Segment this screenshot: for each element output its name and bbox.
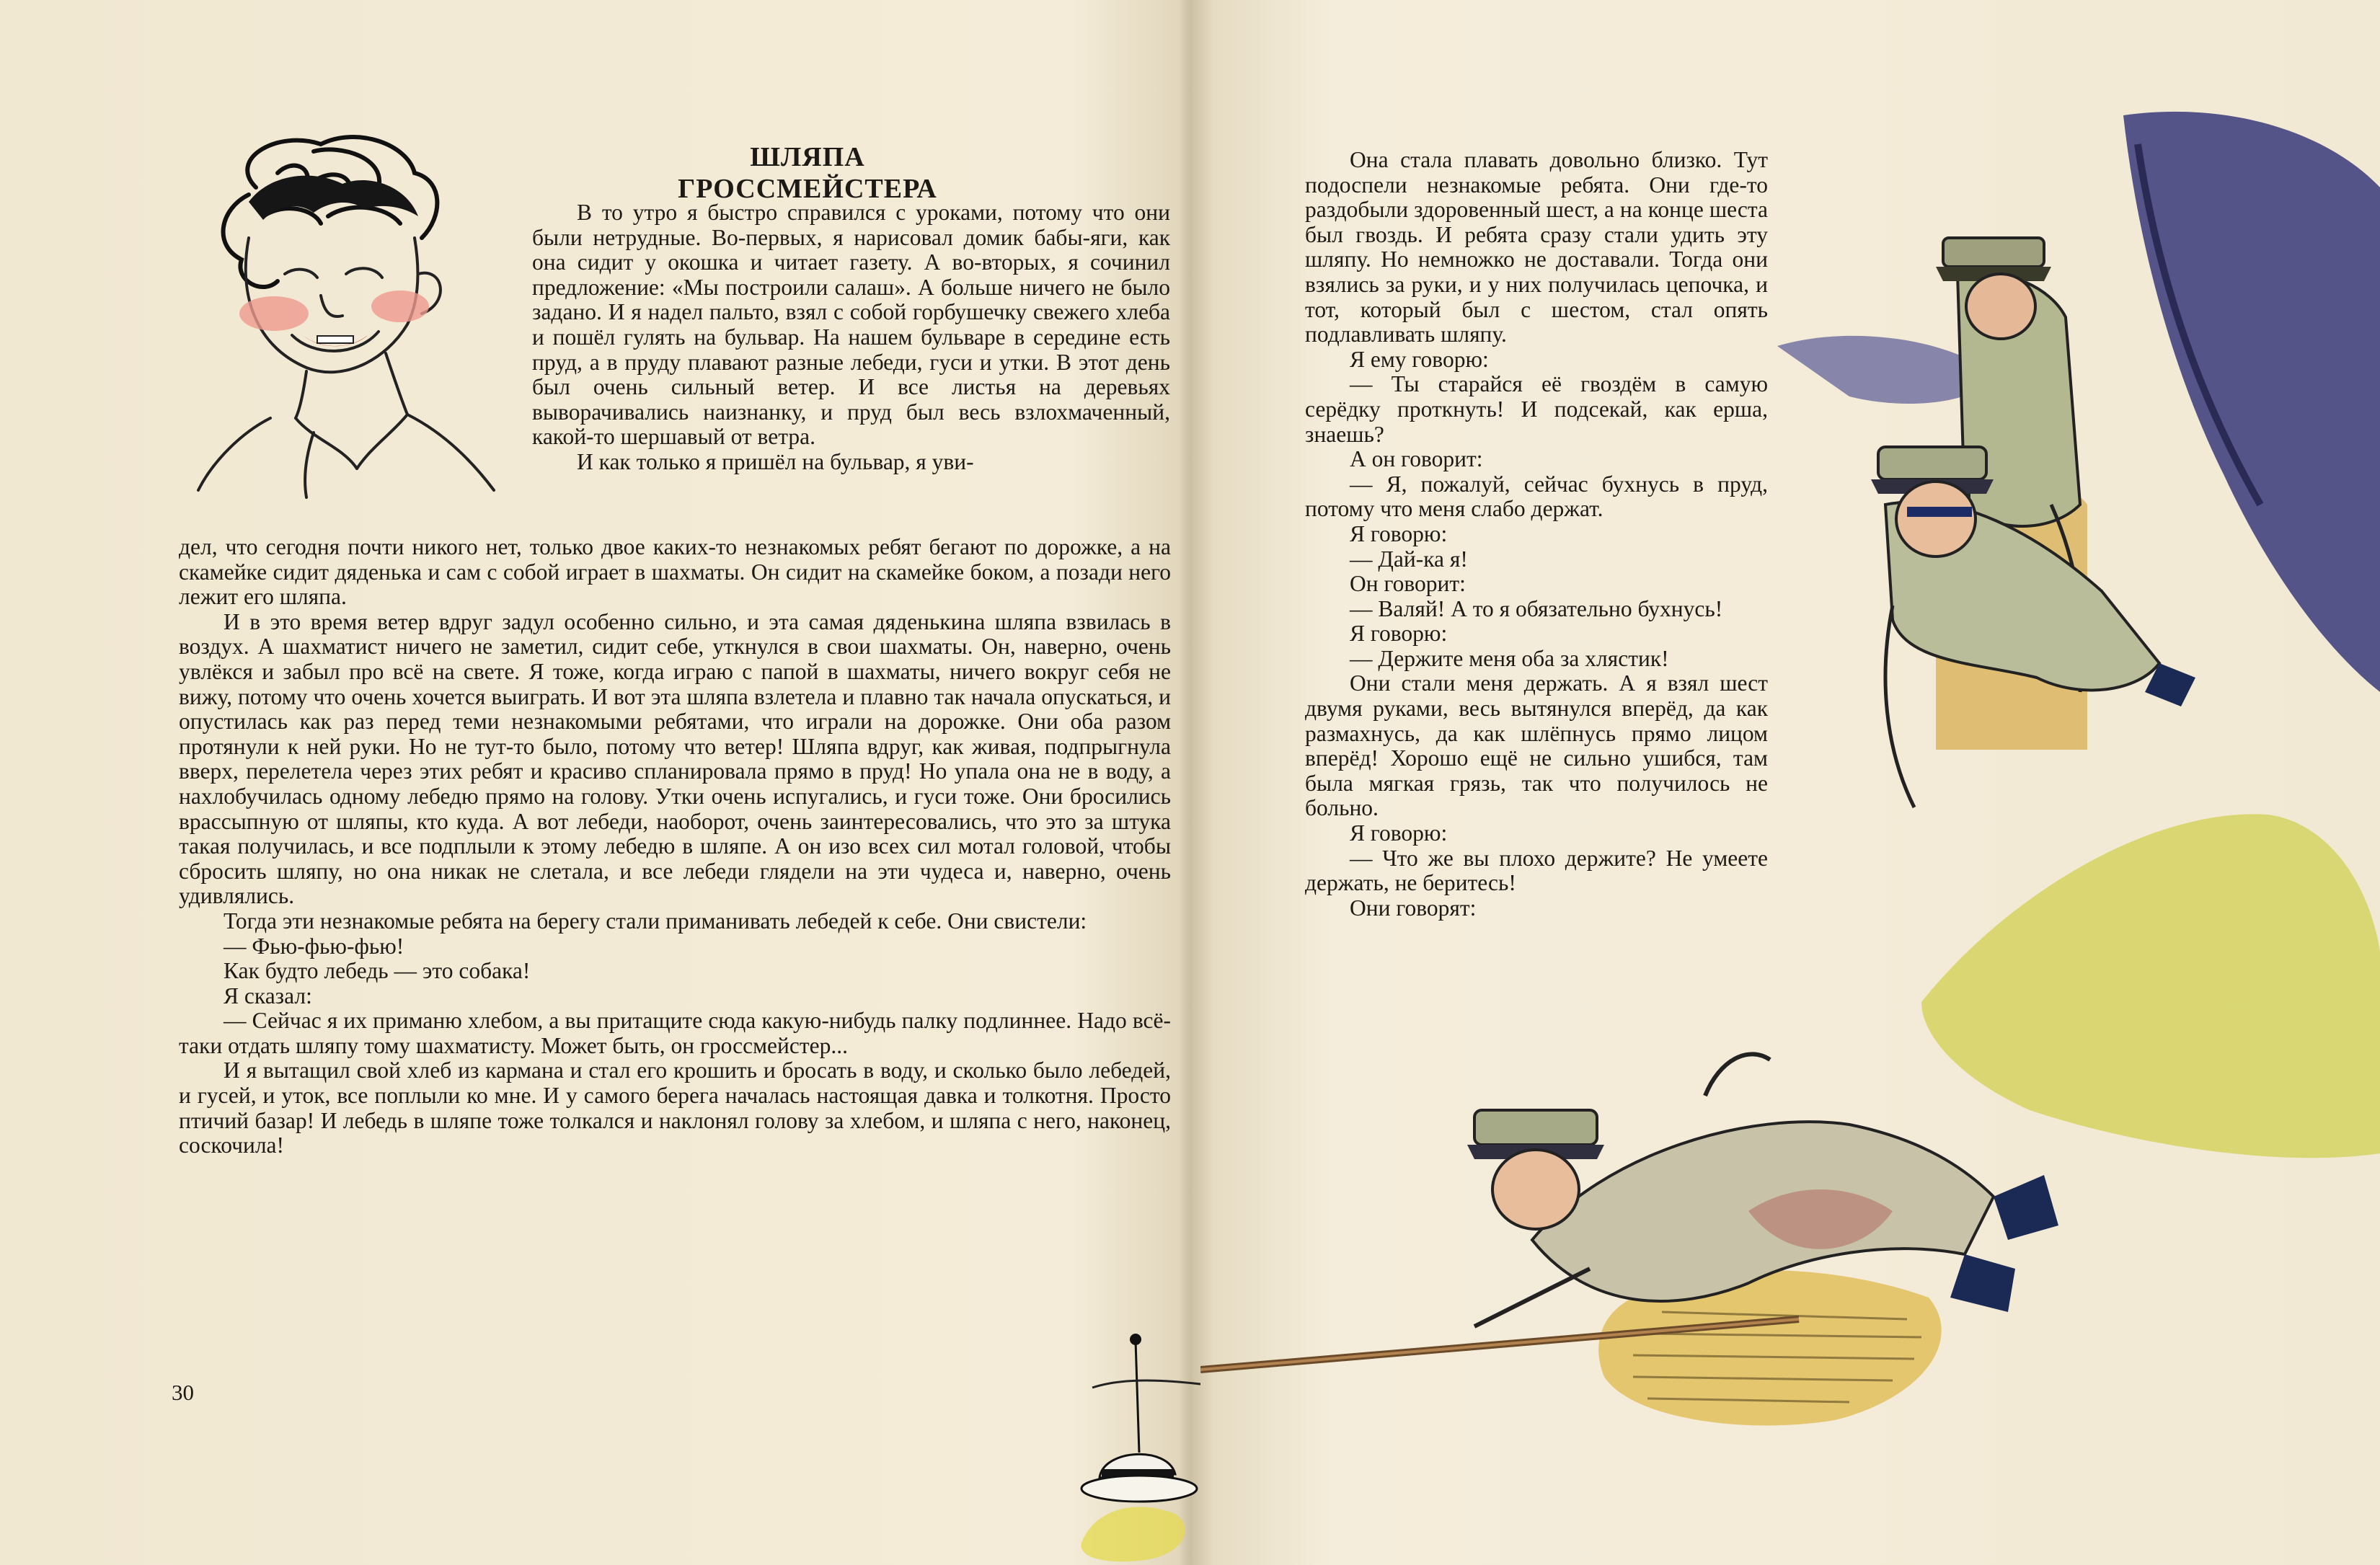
dialogue-line: — Дай-ка я! [1350,546,1468,572]
hat-on-pole-illustration [1067,1326,1200,1565]
paragraph: Они говорят: [1350,895,1477,921]
paragraph: И как только я пришёл на бульвар, я уви- [577,448,974,474]
dialogue-line: — Держите меня оба за хлястик! [1350,645,1669,671]
paragraph: Они стали меня держать. А я взял шест двумя руками, весь вытянулся вперёд, да как размахнусь, да как шлёпнусь прямо лицом вперёд! Хорошо ещё не сильно ушибся, там была мягкая грязь, так что получилось не больно. [1305,670,1768,821]
paragraph: Он говорит: [1350,571,1466,597]
paragraph: А он говорит: [1350,446,1483,472]
dialogue-line: — Валяй! А то я обязательно бухнусь! [1350,595,1723,621]
paragraph: И в это время ветер вдруг задул особенно сильно, и эта самая дяденькина шляпа взвилась в воздух. А шахматист ничего не заметил, сидит себе, уткнулся в свои шахматы. Он, наверно, очень увлёкся и забыл про всё на свете. Я тоже, когда играю с папой в шахматы, ничего вокруг себя не вижу, потому что очень хочется выиграть. И вот эта шляпа взлетела и плавно так начала опускаться, и опустилась как раз перед теми незнакомыми ребятами, что играли на дорожке. Они оба разом протянули к ней руки. Но не тут-то было, потому что ветер! Шляпа вдруг, как живая, подпрыгнула вверх, перелетела через этих ребят и красиво спланировала прямо в пруд! Но упала она не в воду, а нахлобучилась одному лебедю прямо на голову. Утки очень испугались, и гуси тоже. Они бросились врассыпную от шляпы, кто куда. А вот лебеди, наоборот, очень заинтересовались, что это за штука такая получилась, и все подплыли к этому лебедю в шляпе. А он изо всех сил мотал головой, чтобы сбросить шляпу, но она никак не слетала, и все лебеди глядели на эти чудеса и, наверно, очень удивлялись. [179,608,1171,909]
right-text-column [1305,148,1768,921]
paragraph: В то утро я быстро справился с уроками, потому что они были нетрудные. Во-первых, я нарисовал домик бабы-яги, как она сидит у окошка и читает газету. А во-вторых, я сочинил предложение: «Мы построили салаш». А больше ничего не было задано. И я надел пальто, взял с собой горбушечку свежего хлеба и пошёл гулять на бульвар. На нашем бульваре в середине есть пруд, а в пруду плавают разные лебеди, гуси и утки. В этот день был очень сильный ветер. И все листья на деревьях выворачивались наизнанку, и пруд был весь взлохмаченный, какой-то шершавый от ветра. [532,200,1170,450]
intro-text-column [532,200,1170,475]
story-title: ШЛЯПА ГРОССМЕЙСТЕРА [678,142,937,204]
dialogue-line: — Фью-фью-фью! [224,933,404,959]
paragraph: Я говорю: [1350,520,1448,546]
paragraph: Она стала плавать довольно близко. Тут подоспели незнакомые ребята. Они где-то раздобыли здоровенный шест, а на конце шеста был гвоздь. И ребята сразу стали удить эту шляпу. Но немножко не доставали. Тогда они взялись за руки, и у них получилась цепочка, и тот, который был с шестом, стал опять подлавливать шляпу. [1305,147,1768,347]
dialogue-line: — Что же вы плохо держите? Не умеете держать, не беритесь! [1305,845,1768,896]
paragraph: Я говорю: [1350,621,1448,647]
dialogue-line: — Ты старайся её гвоздём в самую серёдку проткнуть! И подсекай, как ерша, знаешь? [1305,371,1768,447]
right-page [1200,0,2380,1565]
paragraph: дел, что сегодня почти никого нет, только двое каких-то незнакомых ребят бегают по дорожке, а на скамейке сидит дяденька и сам с собой играет в шахматы. Он сидит на скамейке боком, а позади него лежит его шляпа. [179,534,1171,610]
paragraph: Как будто лебедь — это собака! [224,958,531,984]
page-number: 30 [172,1380,194,1405]
paragraph: Я сказал: [224,983,312,1008]
main-text-column [179,535,1171,1158]
paragraph: Я говорю: [1350,820,1448,846]
dialogue-line: — Сейчас я их приманю хлебом, а вы притащите сюда какую-нибудь палку подлиннее. Надо всё-таки отдать шляпу тому шахматисту. Может быть, он гроссмейстер... [179,1008,1171,1058]
paragraph: Я ему говорю: [1350,346,1489,372]
paragraph: Тогда эти незнакомые ребята на берегу стали приманивать лебедей к себе. Они свистели: [224,908,1087,934]
dialogue-line: — Я, пожалуй, сейчас бухнусь в пруд, потому что меня слабо держат. [1305,471,1768,522]
paragraph: И я вытащил свой хлеб из кармана и стал его крошить и бросать в воду, и сколько было лебедей, и гусей, и уток, все поплыли ко мне. И у самого берега началась настоящая давка и толкотня. Просто птичий базар! И лебедь в шляпе тоже толкался и наклонял голову за хлебом, и шляпа с него, наконец, соскочила! [179,1058,1171,1158]
boy-portrait-illustration [169,130,516,505]
